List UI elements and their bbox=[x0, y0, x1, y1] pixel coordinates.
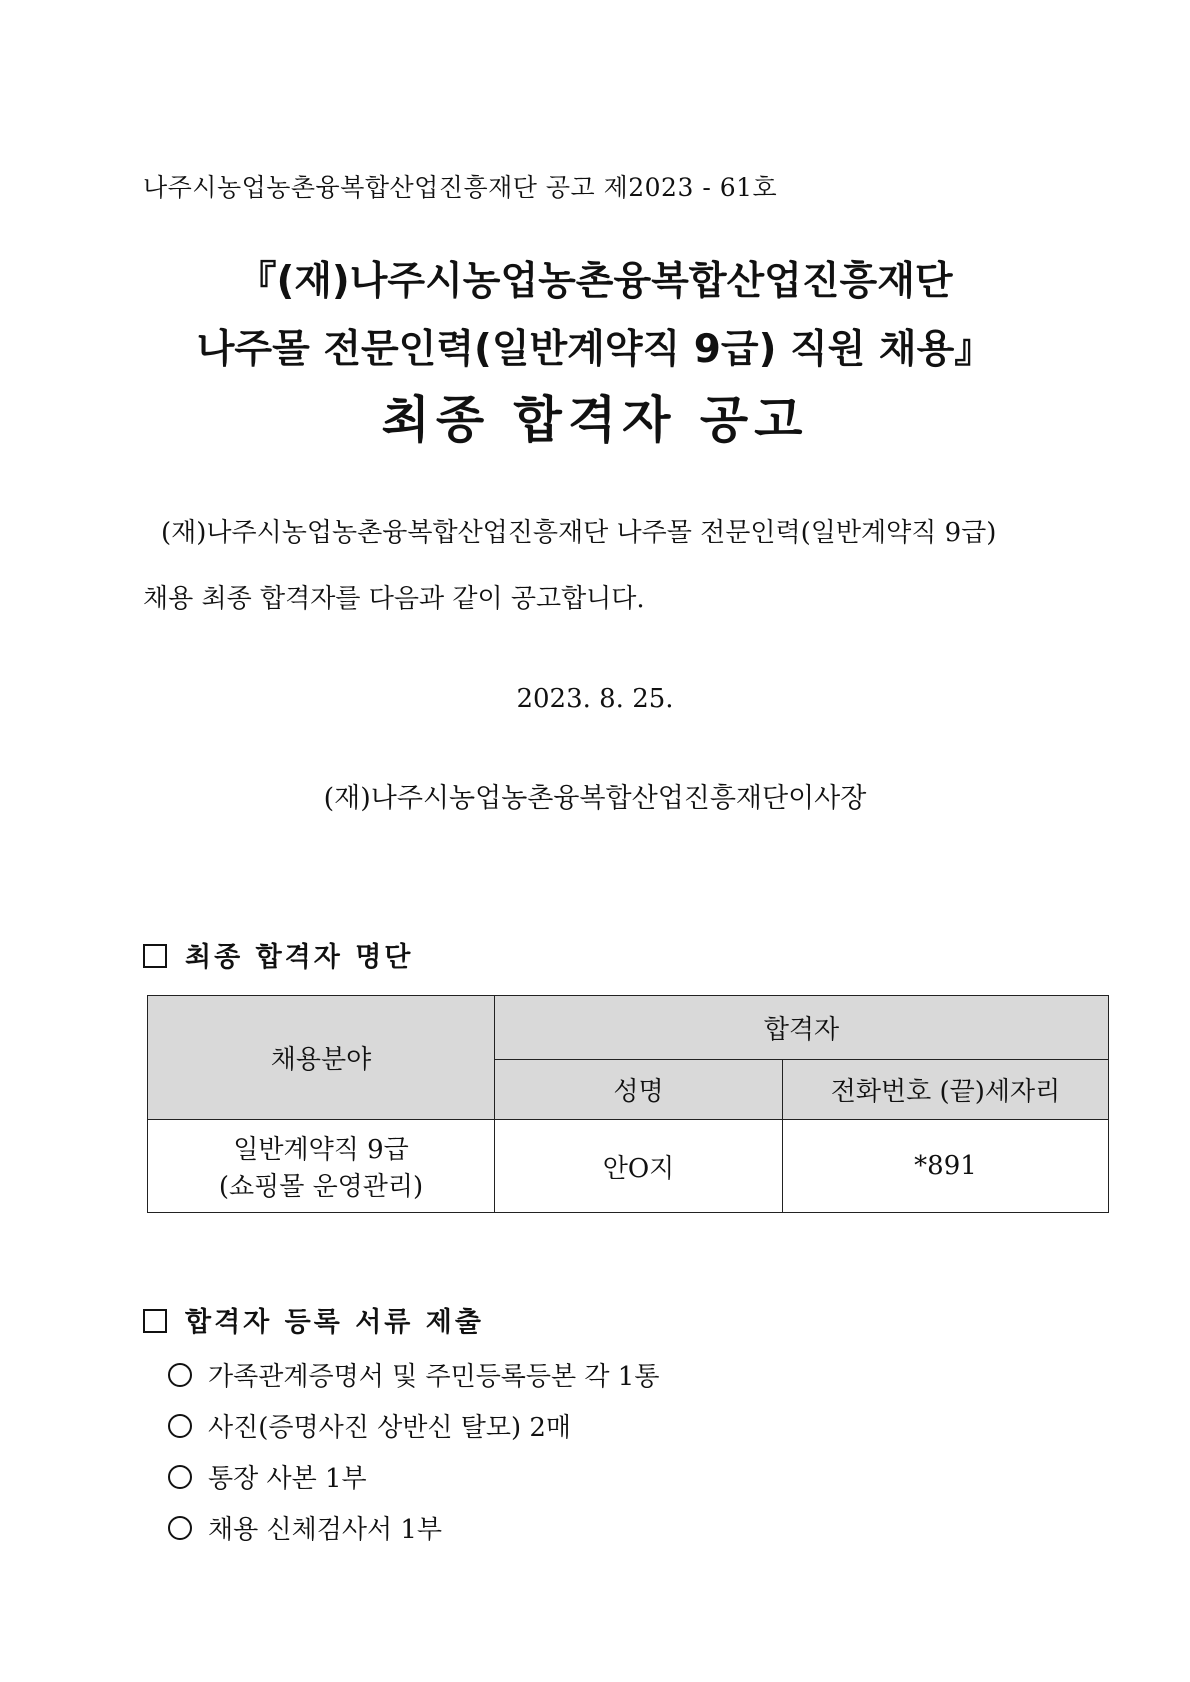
table-row bbox=[148, 1120, 1109, 1213]
passer-table bbox=[147, 995, 1109, 1213]
checkbox-square-icon bbox=[143, 944, 167, 968]
intro-line-1: (재)나주시농업농촌융복합산업진흥재단 나주몰 전문인력(일반계약직 9급) bbox=[161, 518, 997, 548]
cell-name: 안O지 bbox=[495, 1120, 783, 1213]
header-passer: 합격자 bbox=[495, 996, 1109, 1060]
title-line-2: 나주몰 전문인력(일반계약직 9급) 직원 채용』 bbox=[196, 327, 994, 372]
section-title-documents bbox=[143, 1300, 484, 1339]
header-name: 성명 bbox=[495, 1060, 783, 1120]
section-title-documents-text: 합격자 등록 서류 제출 bbox=[185, 1307, 484, 1338]
table-header-row bbox=[148, 996, 1109, 1060]
circle-bullet-icon bbox=[168, 1465, 192, 1489]
notice-date: 2023. 8. 25. bbox=[516, 684, 674, 714]
cell-field-line-1: 일반계약직 9급 bbox=[233, 1135, 409, 1165]
issuer: (재)나주시농업농촌융복합산업진흥재단이사장 bbox=[323, 783, 867, 814]
circle-bullet-icon bbox=[168, 1414, 192, 1438]
checkbox-square-icon bbox=[143, 1309, 167, 1333]
list-item-text: 가족관계증명서 및 주민등록등본 각 1통 bbox=[208, 1362, 660, 1392]
title-line-3: 최종 합격자 공고 bbox=[381, 391, 809, 449]
list-item bbox=[168, 1454, 659, 1505]
list-item-text: 채용 신체검사서 1부 bbox=[208, 1515, 442, 1545]
list-item bbox=[168, 1403, 659, 1454]
section-title-passers-text: 최종 합격자 명단 bbox=[185, 942, 414, 973]
list-item-text: 통장 사본 1부 bbox=[208, 1464, 367, 1494]
document-list bbox=[168, 1352, 659, 1556]
cell-field-line-2: (쇼핑몰 운영관리) bbox=[218, 1172, 424, 1202]
header-field: 채용분야 bbox=[148, 996, 495, 1120]
list-item-text: 사진(증명사진 상반신 탈모) 2매 bbox=[208, 1413, 572, 1443]
list-item bbox=[168, 1352, 659, 1403]
notice-number: 나주시농업농촌융복합산업진흥재단 공고 제2023 - 61호 bbox=[143, 173, 778, 202]
list-item bbox=[168, 1505, 659, 1556]
header-phone: 전화번호 (끝)세자리 bbox=[783, 1060, 1109, 1120]
cell-field bbox=[148, 1120, 495, 1213]
title-line-1: 『(재)나주시농업농촌융복합산업진흥재단 bbox=[237, 259, 953, 304]
section-title-passers bbox=[143, 935, 413, 974]
intro-line-2: 채용 최종 합격자를 다음과 같이 공고합니다. bbox=[143, 584, 645, 614]
cell-phone: *891 bbox=[783, 1120, 1109, 1213]
circle-bullet-icon bbox=[168, 1363, 192, 1387]
circle-bullet-icon bbox=[168, 1516, 192, 1540]
